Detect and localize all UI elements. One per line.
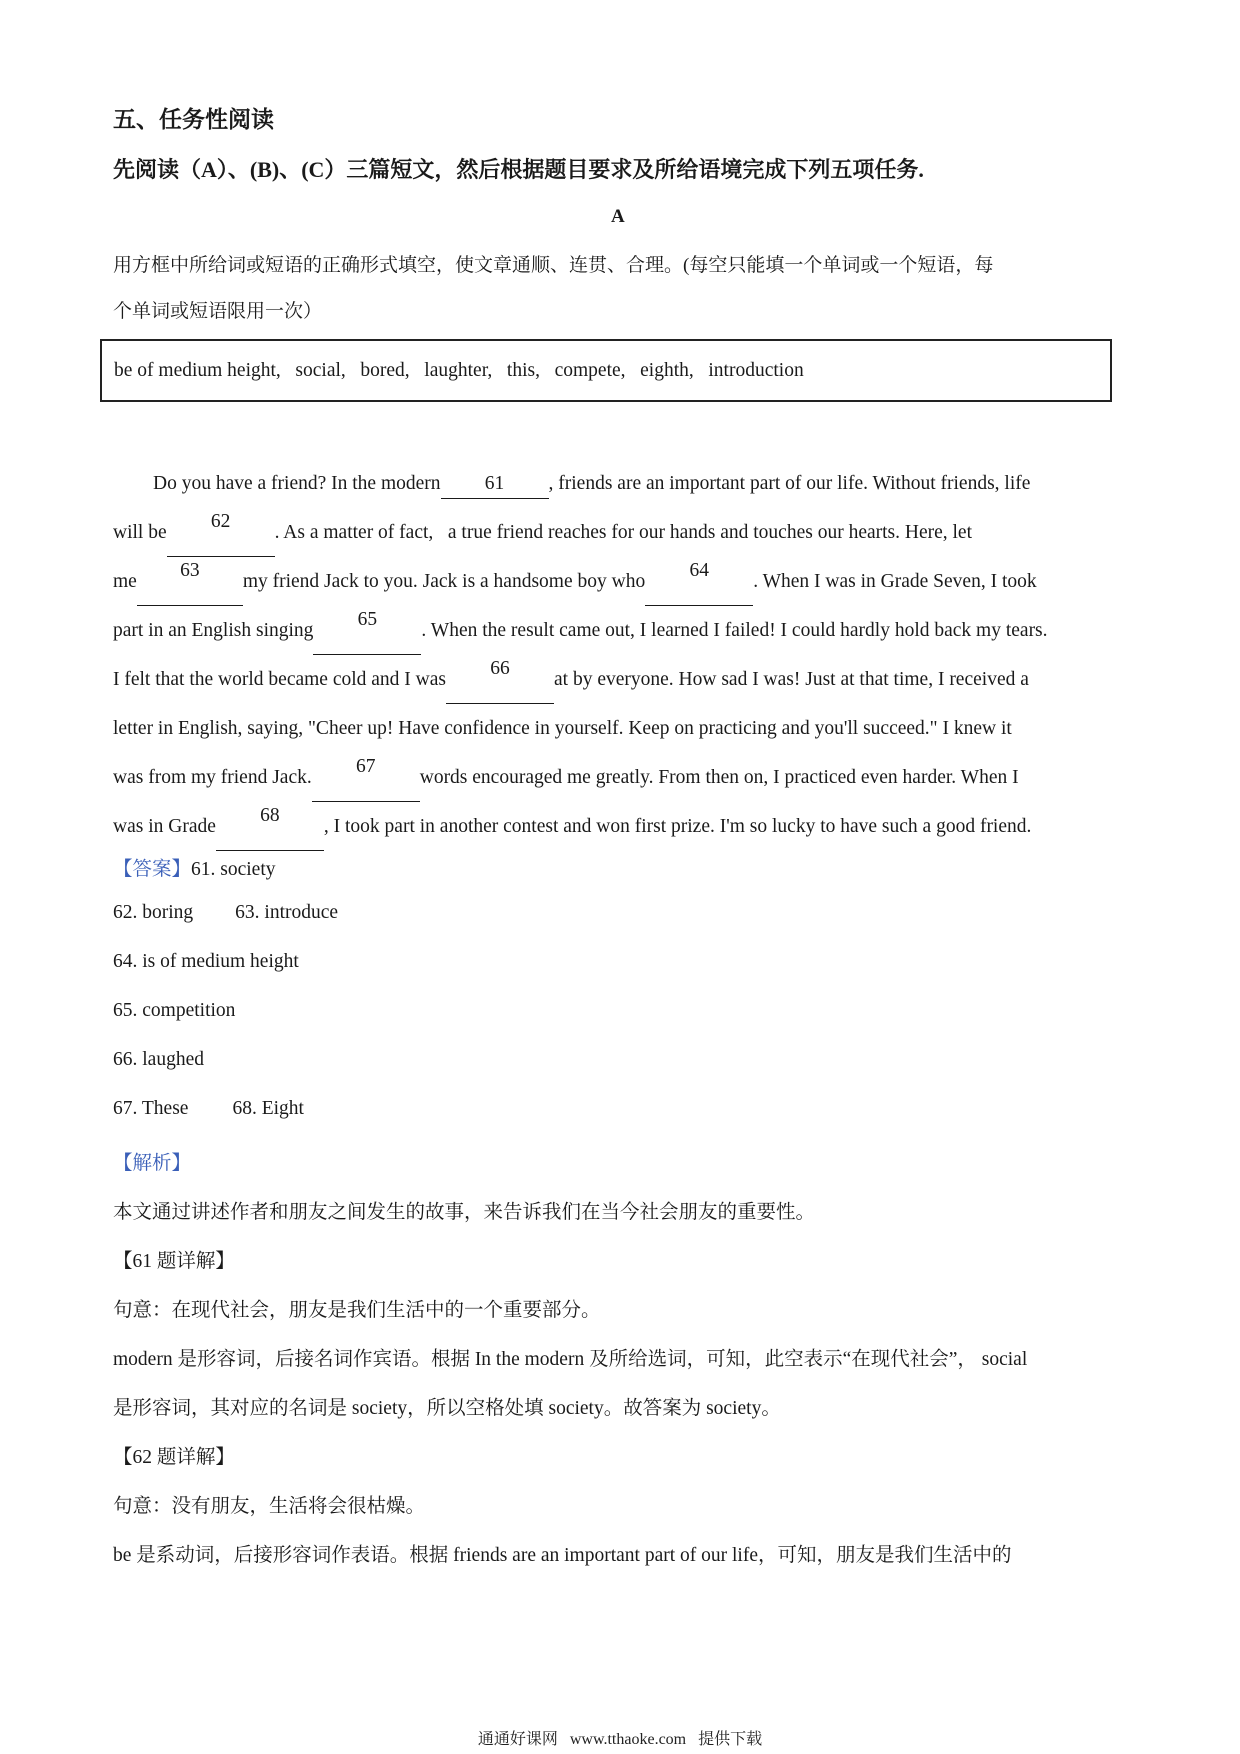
task-instruction: 先阅读（A）、(B)、(C）三篇短文，然后根据题目要求及所给语境完成下列五项任务.	[113, 157, 924, 182]
blank-61: 61	[441, 470, 549, 499]
passage-text: was from my friend Jack.	[113, 767, 312, 788]
reading-passage	[113, 459, 1133, 851]
q61-explanation-line-1: modern 是形容词，后接名词作宾语。根据 In the modern 及所给选词，可知，此空表示“在现代社会”， social	[113, 1349, 1028, 1370]
word-box	[100, 339, 1112, 402]
analysis-label: 【解析】	[113, 1153, 192, 1174]
blank-62: 62	[167, 508, 275, 557]
blank-63: 63	[137, 557, 243, 606]
answer-65: 65. competition	[113, 1000, 236, 1021]
passage-text: me	[113, 571, 137, 592]
blank-65: 65	[313, 606, 421, 655]
passage-text: . When I was in Grade Seven, I took	[753, 571, 1037, 592]
passage-text: at by everyone. How sad I was! Just at that time, I received a	[554, 669, 1029, 690]
blank-67: 67	[312, 753, 420, 802]
passage-line	[113, 557, 1133, 606]
passage-text: , friends are an important part of our life. Without friends, life	[548, 473, 1031, 494]
blank-64: 64	[645, 557, 753, 606]
blank-66: 66	[446, 655, 554, 704]
answer-62: 62. boring	[113, 902, 194, 923]
answer-64: 64. is of medium height	[113, 951, 299, 972]
part-a-instruction-line-1: 用方框中所给词或短语的正确形式填空，使文章通顺、连贯、合理。(每空只能填一个单词或一个短语，每	[113, 255, 994, 276]
page-footer: 通通好课网 www.tthaoke.com 提供下载	[477, 1731, 763, 1748]
passage-line	[113, 606, 1133, 655]
section-title: 五、任务性阅读	[113, 107, 274, 132]
answer-line	[113, 1098, 304, 1120]
q62-title: 【62 题详解】	[113, 1447, 235, 1468]
answer-line	[113, 853, 276, 881]
passage-line	[113, 704, 1133, 753]
passage-text: I felt that the world became cold and I was	[113, 669, 446, 690]
q61-explanation-line-2: 是形容词，其对应的名词是 society，所以空格处填 society。故答案为 society。	[113, 1398, 781, 1419]
part-a-label: A	[611, 206, 625, 227]
answer-66: 66. laughed	[113, 1049, 204, 1070]
q61-title: 【61 题详解】	[113, 1251, 235, 1272]
passage-line	[113, 802, 1133, 851]
passage-text: words encouraged me greatly. From then on, I practiced even harder. When I	[419, 767, 1019, 788]
answer-label: 【答案】	[113, 859, 192, 880]
q62-meaning: 句意：没有朋友，生活将会很枯燥。	[113, 1496, 426, 1517]
answer-line	[113, 902, 338, 924]
passage-text: will be	[113, 522, 167, 543]
passage-text: was in Grade	[113, 816, 216, 837]
passage-text: my friend Jack to you. Jack is a handsome boy who	[242, 571, 646, 592]
passage-text: . As a matter of fact, a true friend reaches for our hands and touches our hearts. Here, let	[274, 522, 973, 543]
passage-line	[113, 459, 1133, 508]
word-box-text: be of medium height, social, bored, laughter, this, compete, eighth, introduction	[114, 360, 804, 381]
passage-text: . When the result came out, I learned I failed! I could hardly hold back my tears.	[421, 620, 1048, 641]
passage-text: letter in English, saying, "Cheer up! Have confidence in yourself. Keep on practicing and you'll succeed." I knew it	[113, 718, 1012, 739]
part-a-instruction-line-2: 个单词或短语限用一次）	[113, 301, 323, 322]
answer-63: 63. introduce	[235, 902, 339, 923]
passage-text: , I took part in another contest and won first prize. I'm so lucky to have such a good friend.	[323, 816, 1032, 837]
q61-meaning: 句意：在现代社会，朋友是我们生活中的一个重要部分。	[113, 1300, 601, 1321]
q62-explanation-line-1: be 是系动词，后接形容词作表语。根据 friends are an important part of our life，可知，朋友是我们生活中的	[113, 1545, 1012, 1566]
passage-line	[113, 655, 1133, 704]
blank-68: 68	[216, 802, 324, 851]
answer-67: 67. These	[113, 1098, 189, 1119]
analysis-summary: 本文通过讲述作者和朋友之间发生的故事，来告诉我们在当今社会朋友的重要性。	[113, 1202, 816, 1223]
passage-line	[113, 753, 1133, 802]
answer-61: 61. society	[191, 859, 276, 880]
answer-68: 68. Eight	[232, 1098, 304, 1119]
part-a-instruction	[113, 243, 1133, 335]
passage-text: Do you have a friend? In the modern	[153, 473, 441, 494]
passage-text: part in an English singing	[113, 620, 314, 641]
passage-line	[113, 508, 1133, 557]
